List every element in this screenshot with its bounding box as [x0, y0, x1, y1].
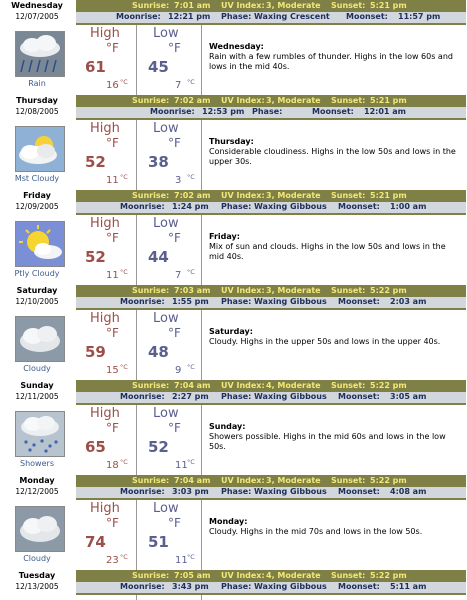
moonrise-value: 12:21 pm — [168, 12, 211, 21]
low-c-value: 7 — [175, 80, 182, 91]
fahrenheit-unit: °F — [168, 41, 181, 55]
moonrise-label: Moonrise: — [120, 392, 165, 401]
fahrenheit-unit: °F — [168, 326, 181, 340]
forecast-day-wednesday — [0, 0, 467, 95]
showers-icon[interactable] — [15, 411, 65, 457]
moonrise-value: 3:03 pm — [172, 487, 209, 496]
sun-bar — [76, 285, 466, 297]
condition-label: Rain — [28, 79, 46, 88]
celsius-unit: °C — [120, 363, 128, 371]
sunset-label: Sunset: — [331, 381, 366, 390]
phase-value: Waxing Gibbous — [254, 487, 327, 496]
sun-bar — [76, 570, 466, 582]
low-f-value: 38 — [148, 153, 169, 171]
low-header: Low — [153, 26, 179, 41]
high-temp-cell — [76, 405, 137, 475]
rain-icon[interactable] — [15, 31, 65, 77]
sunset-label: Sunset: — [331, 191, 366, 200]
fahrenheit-unit: °F — [106, 326, 119, 340]
forecast-day: Sunday: — [209, 422, 246, 431]
high-header: High — [90, 26, 120, 41]
partly-cloudy-icon[interactable] — [15, 221, 65, 267]
sunrise-value: 7:01 am — [174, 1, 211, 10]
condition-label: Cloudy — [23, 364, 51, 373]
phase-label: Phase: — [252, 107, 283, 116]
fahrenheit-unit: °F — [168, 516, 181, 530]
low-c-value: 11 — [175, 460, 188, 471]
low-header: Low — [153, 311, 179, 326]
fahrenheit-unit: °F — [106, 41, 119, 55]
uv-value: 3, Moderate — [266, 286, 321, 295]
moon-bar — [76, 392, 466, 403]
cloudy-icon[interactable] — [15, 316, 65, 362]
day-date: 12/11/2005 — [15, 392, 59, 401]
uv-label: UV Index: — [221, 96, 265, 105]
celsius-unit: °C — [187, 363, 195, 371]
forecast-day: Saturday: — [209, 327, 253, 336]
sunrise-label: Sunrise: — [132, 381, 170, 390]
moon-bar — [76, 107, 466, 118]
sunrise-value: 7:04 am — [174, 381, 211, 390]
uv-label: UV Index: — [221, 571, 265, 580]
sunset-label: Sunset: — [331, 1, 366, 10]
cloudy-icon[interactable] — [15, 506, 65, 552]
low-temp-cell — [137, 405, 202, 475]
high-temp-cell — [76, 500, 137, 570]
moonrise-label: Moonrise: — [120, 297, 165, 306]
phase-label: Phase: — [221, 487, 252, 496]
moonset-label: Moonset: — [338, 582, 380, 591]
condition-label: Mst Cloudy — [14, 174, 60, 183]
high-c-value: 11 — [106, 175, 119, 186]
celsius-unit: °C — [120, 553, 128, 561]
moonset-value: 5:11 am — [390, 582, 427, 591]
sunset-label: Sunset: — [331, 571, 366, 580]
sunset-value: 5:21 pm — [370, 191, 407, 200]
uv-label: UV Index: — [221, 191, 265, 200]
phase-label: Phase: — [221, 12, 252, 21]
fahrenheit-unit: °F — [168, 136, 181, 150]
moonset-value: 2:03 am — [390, 297, 427, 306]
sunrise-value: 7:03 am — [174, 286, 211, 295]
uv-label: UV Index: — [221, 286, 265, 295]
phase-value: Waxing Gibbous — [254, 202, 327, 211]
phase-value: Waxing Gibbous — [254, 297, 327, 306]
forecast-day-saturday — [0, 285, 467, 380]
sunrise-label: Sunrise: — [132, 286, 170, 295]
low-header: Low — [153, 121, 179, 136]
high-header: High — [90, 501, 120, 516]
moon-bar — [76, 202, 466, 213]
moonset-value: 4:08 am — [390, 487, 427, 496]
forecast-day: Friday: — [209, 232, 240, 241]
day-date: 12/07/2005 — [15, 12, 59, 21]
low-header: Low — [153, 216, 179, 231]
sun-bar — [76, 190, 466, 202]
sunrise-label: Sunrise: — [132, 476, 170, 485]
high-f-value: 61 — [85, 58, 106, 76]
high-f-value: 74 — [85, 533, 106, 551]
sunset-value: 5:22 pm — [370, 571, 407, 580]
moonrise-value: 1:55 pm — [172, 297, 209, 306]
moonset-label: Moonset: — [338, 202, 380, 211]
sunset-value: 5:22 pm — [370, 381, 407, 390]
high-f-value: 59 — [85, 343, 106, 361]
celsius-unit: °C — [120, 173, 128, 181]
phase-value: Waxing Crescent — [254, 12, 330, 21]
phase-label: Phase: — [221, 392, 252, 401]
low-c-value: 7 — [175, 270, 182, 281]
low-c-value: 11 — [175, 555, 188, 566]
high-header: High — [90, 406, 120, 421]
sunrise-value: 7:04 am — [174, 476, 211, 485]
uv-value: 3, Moderate — [266, 476, 321, 485]
low-f-value: 45 — [148, 58, 169, 76]
moonset-label: Moonset: — [312, 107, 354, 116]
moon-bar — [76, 582, 466, 593]
forecast-day-monday — [0, 475, 467, 570]
moonset-value: 1:00 am — [390, 202, 427, 211]
sunset-value: 5:22 pm — [370, 476, 407, 485]
day-date: 12/13/2005 — [15, 582, 59, 591]
day-name: Tuesday — [18, 571, 56, 580]
mostly-cloudy-icon[interactable] — [15, 126, 65, 172]
forecast-description: Cloudy. Highs in the upper 50s and lows in the upper 40s. — [209, 337, 441, 346]
high-header: High — [90, 121, 120, 136]
celsius-unit: °C — [187, 173, 195, 181]
column-divider — [201, 595, 202, 600]
high-header: High — [90, 216, 120, 231]
sunset-value: 5:21 pm — [370, 96, 407, 105]
moonrise-value: 3:43 pm — [172, 582, 209, 591]
sunrise-label: Sunrise: — [132, 96, 170, 105]
forecast-day-sunday — [0, 380, 467, 475]
moon-bar — [76, 297, 466, 308]
high-c-value: 18 — [106, 460, 119, 471]
uv-label: UV Index: — [221, 1, 265, 10]
column-divider — [136, 595, 137, 600]
moonrise-label: Moonrise: — [120, 202, 165, 211]
low-header: Low — [153, 406, 179, 421]
forecast-day: Monday: — [209, 517, 248, 526]
forecast-text — [209, 137, 459, 167]
moonset-label: Moonset: — [338, 487, 380, 496]
high-temp-cell — [76, 215, 137, 285]
day-date: 12/08/2005 — [15, 107, 59, 116]
celsius-unit: °C — [187, 553, 195, 561]
sun-bar — [76, 475, 466, 487]
bar-divider — [76, 593, 466, 595]
forecast-day-thursday — [0, 95, 467, 190]
high-header: High — [90, 311, 120, 326]
low-temp-cell — [137, 120, 202, 190]
high-c-value: 16 — [106, 80, 119, 91]
sun-bar — [76, 380, 466, 392]
uv-value: 3, Moderate — [266, 191, 321, 200]
forecast-day: Wednesday: — [209, 42, 264, 51]
moonset-label: Moonset: — [338, 297, 380, 306]
low-f-value: 52 — [148, 438, 169, 456]
celsius-unit: °C — [187, 78, 195, 86]
celsius-unit: °C — [120, 268, 128, 276]
sunrise-label: Sunrise: — [132, 1, 170, 10]
celsius-unit: °C — [120, 78, 128, 86]
uv-value: 3, Moderate — [266, 96, 321, 105]
moonset-value: 3:05 am — [390, 392, 427, 401]
fahrenheit-unit: °F — [168, 421, 181, 435]
uv-value: 3, Moderate — [266, 1, 321, 10]
low-c-value: 9 — [175, 365, 182, 376]
forecast-description: Considerable cloudiness. Highs in the low 50s and lows in the upper 30s. — [209, 147, 456, 166]
day-date: 12/09/2005 — [15, 202, 59, 211]
moon-bar — [76, 487, 466, 498]
fahrenheit-unit: °F — [106, 231, 119, 245]
sunset-label: Sunset: — [331, 476, 366, 485]
sunrise-label: Sunrise: — [132, 571, 170, 580]
sunset-value: 5:22 pm — [370, 286, 407, 295]
low-c-value: 3 — [175, 175, 182, 186]
sunset-label: Sunset: — [331, 286, 366, 295]
phase-value: Waxing Gibbous — [254, 392, 327, 401]
high-c-value: 23 — [106, 555, 119, 566]
high-temp-cell — [76, 310, 137, 380]
low-f-value: 48 — [148, 343, 169, 361]
high-temp-cell — [76, 25, 137, 95]
day-name: Sunday — [20, 381, 54, 390]
condition-label: Showers — [20, 459, 54, 468]
low-temp-cell — [137, 500, 202, 570]
high-f-value: 65 — [85, 438, 106, 456]
fahrenheit-unit: °F — [106, 136, 119, 150]
forecast-description: Mix of sun and clouds. Highs in the low 50s and lows in the mid 40s. — [209, 242, 446, 261]
phase-label: Phase: — [221, 582, 252, 591]
forecast-day-friday — [0, 190, 467, 285]
sunrise-value: 7:02 am — [174, 191, 211, 200]
celsius-unit: °C — [187, 268, 195, 276]
sunrise-value: 7:05 am — [174, 571, 211, 580]
day-name: Friday — [23, 191, 51, 200]
forecast-text — [209, 327, 459, 347]
sunrise-value: 7:02 am — [174, 96, 211, 105]
moonset-label: Moonset: — [346, 12, 388, 21]
condition-label: Cloudy — [23, 554, 51, 563]
forecast-description: Showers possible. Highs in the mid 60s and lows in the low 50s. — [209, 432, 446, 451]
fahrenheit-unit: °F — [106, 516, 119, 530]
moonrise-value: 12:53 pm — [202, 107, 245, 116]
celsius-unit: °C — [187, 458, 195, 466]
high-temp-cell — [76, 120, 137, 190]
low-header: Low — [153, 501, 179, 516]
moonrise-label: Moonrise: — [120, 582, 165, 591]
moonrise-label: Moonrise: — [120, 487, 165, 496]
high-c-value: 11 — [106, 270, 119, 281]
forecast-text — [209, 232, 459, 262]
fahrenheit-unit: °F — [106, 421, 119, 435]
phase-label: Phase: — [221, 297, 252, 306]
moon-bar — [76, 12, 466, 23]
low-temp-cell — [137, 25, 202, 95]
moonset-value: 12:01 am — [364, 107, 406, 116]
day-name: Monday — [19, 476, 55, 485]
moonset-label: Moonset: — [338, 392, 380, 401]
sunset-value: 5:21 pm — [370, 1, 407, 10]
moonrise-value: 1:24 pm — [172, 202, 209, 211]
forecast-description: Rain with a few rumbles of thunder. Highs in the low 60s and lows in the mid 40s. — [209, 52, 453, 71]
sunrise-label: Sunrise: — [132, 191, 170, 200]
forecast-day: Thursday: — [209, 137, 254, 146]
day-name: Thursday — [16, 96, 58, 105]
sunset-label: Sunset: — [331, 96, 366, 105]
sun-bar — [76, 95, 466, 107]
forecast-text — [209, 422, 459, 452]
high-f-value: 52 — [85, 153, 106, 171]
uv-value: 4, Moderate — [266, 381, 321, 390]
high-c-value: 15 — [106, 365, 119, 376]
moonrise-label: Moonrise: — [150, 107, 195, 116]
uv-value: 4, Moderate — [266, 571, 321, 580]
day-date: 12/12/2005 — [15, 487, 59, 496]
low-f-value: 51 — [148, 533, 169, 551]
sun-bar — [76, 0, 466, 12]
day-name: Wednesday — [11, 1, 63, 10]
low-f-value: 44 — [148, 248, 169, 266]
high-f-value: 52 — [85, 248, 106, 266]
fahrenheit-unit: °F — [168, 231, 181, 245]
uv-label: UV Index: — [221, 381, 265, 390]
moonrise-label: Moonrise: — [116, 12, 161, 21]
day-date: 12/10/2005 — [15, 297, 59, 306]
forecast-description: Cloudy. Highs in the mid 70s and lows in the low 50s. — [209, 527, 423, 536]
uv-label: UV Index: — [221, 476, 265, 485]
day-name: Saturday — [16, 286, 58, 295]
condition-label: Ptly Cloudy — [14, 269, 60, 278]
forecast-text — [209, 517, 459, 537]
forecast-text — [209, 42, 459, 72]
low-temp-cell — [137, 215, 202, 285]
moonrise-value: 2:27 pm — [172, 392, 209, 401]
low-temp-cell — [137, 310, 202, 380]
forecast-day-tuesday — [0, 570, 467, 600]
phase-value: Waxing Gibbous — [254, 582, 327, 591]
phase-label: Phase: — [221, 202, 252, 211]
celsius-unit: °C — [120, 458, 128, 466]
moonset-value: 11:57 pm — [398, 12, 441, 21]
